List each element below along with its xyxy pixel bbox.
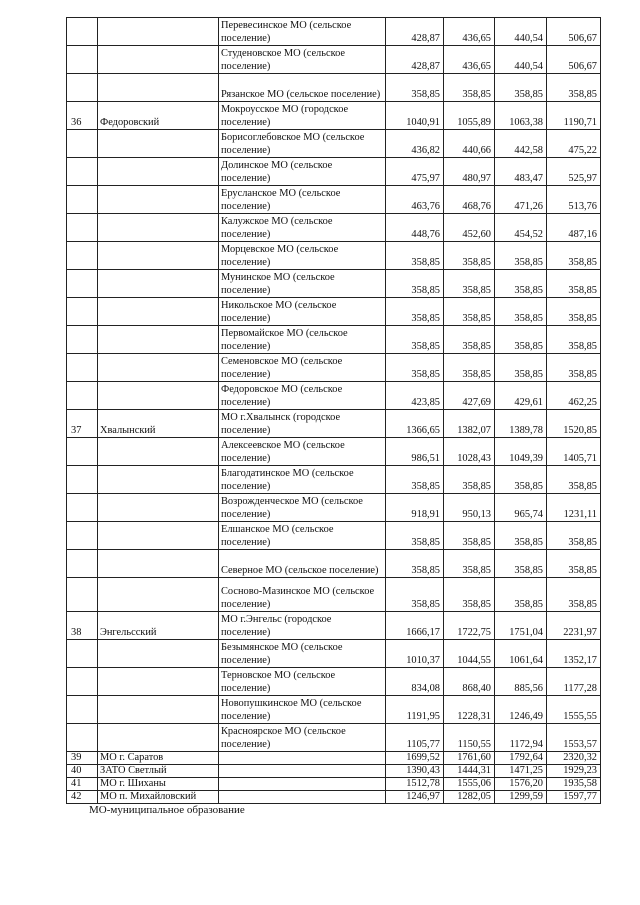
district-name [98,46,219,74]
row-number [67,466,98,494]
district-name [98,578,219,612]
municipality-name: МО г.Хвалынск (городское поселение) [219,410,386,438]
value-4: 2231,97 [547,612,601,640]
value-2: 358,85 [444,242,495,270]
table-row [67,46,601,74]
value-4: 1935,58 [547,778,601,791]
row-number [67,270,98,298]
table-row [67,466,601,494]
district-name: Энгельсский [98,612,219,640]
municipality-name: Рязанское МО (сельское поселение) [219,74,386,102]
value-1: 1666,17 [386,612,444,640]
row-number [67,550,98,578]
municipality-name: Семеновское МО (сельское поселение) [219,354,386,382]
value-3: 1063,38 [495,102,547,130]
value-1: 358,85 [386,326,444,354]
value-2: 358,85 [444,578,495,612]
table-row [67,550,601,578]
municipality-name: Федоровское МО (сельское поселение) [219,382,386,410]
value-3: 1061,64 [495,640,547,668]
value-1: 358,85 [386,74,444,102]
value-2: 1228,31 [444,696,495,724]
district-name [98,74,219,102]
value-1: 358,85 [386,298,444,326]
value-2: 452,60 [444,214,495,242]
value-3: 1751,04 [495,612,547,640]
municipality-name: Алексеевское МО (сельское поселение) [219,438,386,466]
municipality-name: Первомайское МО (сельское поселение) [219,326,386,354]
row-number [67,130,98,158]
row-number [67,242,98,270]
value-1: 1105,77 [386,724,444,752]
value-4: 462,25 [547,382,601,410]
value-1: 463,76 [386,186,444,214]
municipality-name: Северное МО (сельское поселение) [219,550,386,578]
district-name [98,550,219,578]
district-name [98,494,219,522]
municipality-name: Калужское МО (сельское поселение) [219,214,386,242]
row-number [67,382,98,410]
district-name: Федоровский [98,102,219,130]
table-row [67,791,601,804]
value-4: 513,76 [547,186,601,214]
row-number [67,668,98,696]
value-1: 918,91 [386,494,444,522]
value-1: 1699,52 [386,752,444,765]
row-number: 38 [67,612,98,640]
value-3: 442,58 [495,130,547,158]
value-3: 1576,20 [495,778,547,791]
value-1: 423,85 [386,382,444,410]
row-number [67,214,98,242]
municipality-name: Перевесинское МО (сельское поселение) [219,18,386,46]
table-body [67,18,601,804]
district-name [98,298,219,326]
district-name [98,438,219,466]
value-2: 427,69 [444,382,495,410]
value-2: 1028,43 [444,438,495,466]
table-row [67,522,601,550]
value-1: 358,85 [386,466,444,494]
value-1: 358,85 [386,578,444,612]
value-1: 358,85 [386,242,444,270]
value-1: 1366,65 [386,410,444,438]
row-number [67,696,98,724]
table-row [67,102,601,130]
value-4: 358,85 [547,242,601,270]
row-number [67,326,98,354]
value-3: 358,85 [495,270,547,298]
value-2: 950,13 [444,494,495,522]
value-2: 358,85 [444,550,495,578]
table-row [67,270,601,298]
value-4: 1553,57 [547,724,601,752]
value-3: 1299,59 [495,791,547,804]
row-number [67,18,98,46]
district-name [98,242,219,270]
value-2: 1044,55 [444,640,495,668]
value-4: 1597,77 [547,791,601,804]
district-name: Хвалынский [98,410,219,438]
district-name [98,724,219,752]
value-2: 1722,75 [444,612,495,640]
municipality-name: Елшанское МО (сельское поселение) [219,522,386,550]
value-3: 358,85 [495,466,547,494]
municipality-name: Борисоглебовское МО (сельское поселение) [219,130,386,158]
value-2: 440,66 [444,130,495,158]
municipality-name: Мунинское МО (сельское поселение) [219,270,386,298]
table-row [67,130,601,158]
municipality-name: Студеновское МО (сельское поселение) [219,46,386,74]
value-1: 428,87 [386,18,444,46]
table-row [67,242,601,270]
table-row [67,186,601,214]
value-4: 358,85 [547,578,601,612]
municipality-name: Красноярское МО (сельское поселение) [219,724,386,752]
municipality-name: Благодатинское МО (сельское поселение) [219,466,386,494]
row-number [67,438,98,466]
value-1: 428,87 [386,46,444,74]
row-number [67,46,98,74]
table-row [67,326,601,354]
district-name [98,696,219,724]
value-2: 358,85 [444,466,495,494]
value-2: 868,40 [444,668,495,696]
district-name [98,640,219,668]
value-3: 358,85 [495,326,547,354]
value-4: 358,85 [547,522,601,550]
row-number: 41 [67,778,98,791]
district-name [98,18,219,46]
value-2: 1555,06 [444,778,495,791]
value-3: 483,47 [495,158,547,186]
value-3: 358,85 [495,74,547,102]
value-3: 471,26 [495,186,547,214]
value-4: 1177,28 [547,668,601,696]
municipality-name: Возрожденческое МО (сельское поселение) [219,494,386,522]
value-2: 1055,89 [444,102,495,130]
table-row [67,438,601,466]
value-4: 1190,71 [547,102,601,130]
value-4: 358,85 [547,550,601,578]
value-2: 358,85 [444,74,495,102]
table-row [67,214,601,242]
row-number [67,74,98,102]
table-row [67,74,601,102]
value-3: 358,85 [495,298,547,326]
value-3: 1389,78 [495,410,547,438]
value-1: 358,85 [386,522,444,550]
value-3: 965,74 [495,494,547,522]
municipality-name: Никольское МО (сельское поселение) [219,298,386,326]
value-3: 454,52 [495,214,547,242]
district-name: МО п. Михайловский [98,791,219,804]
district-name [98,522,219,550]
value-2: 1382,07 [444,410,495,438]
district-name [98,270,219,298]
district-name: МО г. Шиханы [98,778,219,791]
value-1: 834,08 [386,668,444,696]
table-row [67,640,601,668]
value-3: 1049,39 [495,438,547,466]
table-row [67,18,601,46]
value-4: 1231,11 [547,494,601,522]
value-3: 358,85 [495,578,547,612]
municipality-name: Мокроусское МО (городское поселение) [219,102,386,130]
row-number: 39 [67,752,98,765]
value-4: 1929,23 [547,765,601,778]
row-number [67,298,98,326]
row-number: 37 [67,410,98,438]
district-name [98,214,219,242]
row-number [67,724,98,752]
value-3: 358,85 [495,354,547,382]
value-3: 358,85 [495,242,547,270]
value-2: 436,65 [444,46,495,74]
value-1: 986,51 [386,438,444,466]
value-3: 358,85 [495,550,547,578]
row-number [67,186,98,214]
table-row [67,158,601,186]
row-number [67,354,98,382]
value-1: 1512,78 [386,778,444,791]
tariff-table-page [66,17,600,804]
value-1: 1010,37 [386,640,444,668]
value-4: 1555,55 [547,696,601,724]
value-2: 358,85 [444,270,495,298]
value-4: 358,85 [547,354,601,382]
table-row [67,410,601,438]
row-number [67,522,98,550]
value-1: 1390,43 [386,765,444,778]
value-1: 475,97 [386,158,444,186]
value-4: 1352,17 [547,640,601,668]
district-name [98,382,219,410]
value-4: 358,85 [547,270,601,298]
value-2: 358,85 [444,522,495,550]
municipality-name [219,765,386,778]
row-number [67,578,98,612]
row-number: 36 [67,102,98,130]
district-name [98,130,219,158]
district-name: ЗАТО Светлый [98,765,219,778]
table-row [67,752,601,765]
value-4: 475,22 [547,130,601,158]
value-4: 358,85 [547,466,601,494]
value-4: 1520,85 [547,410,601,438]
table-row [67,724,601,752]
value-2: 358,85 [444,354,495,382]
district-name [98,466,219,494]
value-4: 506,67 [547,18,601,46]
value-1: 436,82 [386,130,444,158]
row-number [67,158,98,186]
value-2: 358,85 [444,326,495,354]
value-4: 506,67 [547,46,601,74]
row-number [67,494,98,522]
value-2: 1444,31 [444,765,495,778]
value-4: 525,97 [547,158,601,186]
value-3: 1172,94 [495,724,547,752]
value-2: 358,85 [444,298,495,326]
value-3: 885,56 [495,668,547,696]
table-row [67,696,601,724]
value-1: 358,85 [386,354,444,382]
municipality-name: Безымянское МО (сельское поселение) [219,640,386,668]
footnote: МО-муниципальное образование [89,804,245,816]
table-row [67,382,601,410]
value-3: 358,85 [495,522,547,550]
table-row [67,612,601,640]
municipality-name [219,778,386,791]
row-number [67,640,98,668]
district-name [98,186,219,214]
value-3: 1471,25 [495,765,547,778]
municipality-name: Сосново-Мазинское МО (сельское поселение) [219,578,386,612]
municipality-name [219,791,386,804]
value-2: 436,65 [444,18,495,46]
municipality-name: Новопушкинское МО (сельское поселение) [219,696,386,724]
district-name: МО г. Саратов [98,752,219,765]
value-1: 358,85 [386,270,444,298]
tariff-table [66,17,601,804]
value-4: 358,85 [547,298,601,326]
value-4: 2320,32 [547,752,601,765]
value-2: 1150,55 [444,724,495,752]
value-1: 1040,91 [386,102,444,130]
table-row [67,578,601,612]
value-1: 358,85 [386,550,444,578]
value-2: 1761,60 [444,752,495,765]
district-name [98,354,219,382]
value-1: 1246,97 [386,791,444,804]
row-number: 40 [67,765,98,778]
value-4: 358,85 [547,74,601,102]
value-2: 480,97 [444,158,495,186]
district-name [98,326,219,354]
value-3: 440,54 [495,46,547,74]
value-3: 440,54 [495,18,547,46]
table-row [67,765,601,778]
municipality-name: Ерусланское МО (сельское поселение) [219,186,386,214]
value-4: 487,16 [547,214,601,242]
municipality-name: МО г.Энгельс (городское поселение) [219,612,386,640]
municipality-name [219,752,386,765]
row-number: 42 [67,791,98,804]
value-4: 1405,71 [547,438,601,466]
value-1: 1191,95 [386,696,444,724]
value-2: 1282,05 [444,791,495,804]
table-row [67,298,601,326]
district-name [98,158,219,186]
value-3: 429,61 [495,382,547,410]
value-3: 1792,64 [495,752,547,765]
table-row [67,668,601,696]
municipality-name: Терновское МО (сельское поселение) [219,668,386,696]
table-row [67,494,601,522]
district-name [98,668,219,696]
value-2: 468,76 [444,186,495,214]
value-1: 448,76 [386,214,444,242]
municipality-name: Морцевское МО (сельское поселение) [219,242,386,270]
table-row [67,778,601,791]
table-row [67,354,601,382]
municipality-name: Долинское МО (сельское поселение) [219,158,386,186]
value-4: 358,85 [547,326,601,354]
value-3: 1246,49 [495,696,547,724]
